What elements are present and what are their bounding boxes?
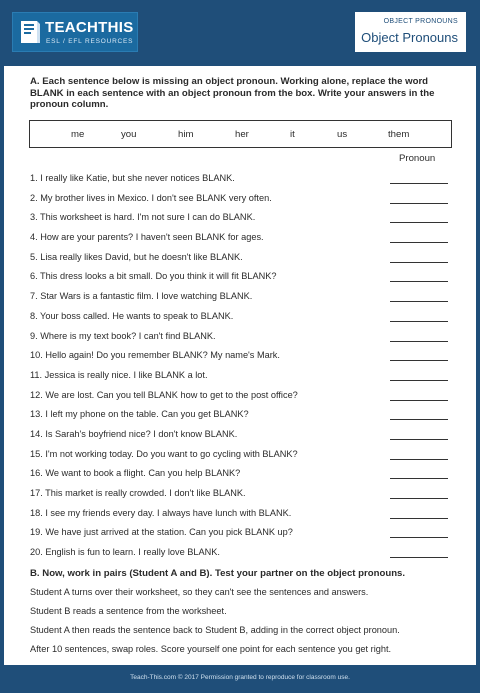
instructions-b: B. Now, work in pairs (Student A and B). Test your partner on the object pronouns.	[30, 568, 406, 579]
answer-blank[interactable]	[390, 498, 448, 499]
answer-blank[interactable]	[390, 360, 448, 361]
answer-blank[interactable]	[390, 400, 448, 401]
brand-name: TEACHTHIS	[45, 19, 134, 36]
sentence-row	[30, 370, 450, 384]
sentence-text: 13. I left my phone on the table. Can you get BLANK?	[30, 409, 249, 419]
footer	[0, 665, 480, 693]
sentence-text: 8. Your boss called. He wants to speak to BLANK.	[30, 311, 234, 321]
sentence-text: 7. Star Wars is a fantastic film. I love watching BLANK.	[30, 291, 253, 301]
sentence-text: 4. How are your parents? I haven't seen BLANK for ages.	[30, 232, 264, 242]
answer-blank[interactable]	[390, 222, 448, 223]
sentence-text: 1. I really like Katie, but she never notices BLANK.	[30, 173, 235, 183]
sentence-text: 11. Jessica is really nice. I like BLANK a lot.	[30, 370, 208, 380]
answer-blank[interactable]	[390, 183, 448, 184]
brand-subtitle: ESL / EFL RESOURCES	[46, 38, 134, 45]
answer-blank[interactable]	[390, 419, 448, 420]
sentence-row	[30, 390, 450, 404]
sentence-row	[30, 488, 450, 502]
sentence-row	[30, 429, 450, 443]
sentence-row	[30, 547, 450, 561]
sentence-row	[30, 527, 450, 541]
sentence-text: 20. English is fun to learn. I really love BLANK.	[30, 547, 220, 557]
pronoun-word: them	[388, 129, 410, 140]
sentence-text: 9. Where is my text book? I can't find BLANK.	[30, 331, 216, 341]
left-border	[0, 66, 4, 665]
answer-blank[interactable]	[390, 439, 448, 440]
sentence-row	[30, 291, 450, 305]
sentence-text: 12. We are lost. Can you tell BLANK how to get to the post office?	[30, 390, 298, 400]
instruction-paragraph: Student B reads a sentence from the worksheet.	[30, 606, 227, 616]
sentence-text: 17. This market is really crowded. I don't like BLANK.	[30, 488, 246, 498]
sentence-row	[30, 193, 450, 207]
instructions-a: A. Each sentence below is missing an object pronoun. Working alone, replace the word BLANK in each sentence with an object pronoun from the box. Write your answers in the pronoun column.	[30, 76, 435, 110]
sentence-row	[30, 271, 450, 285]
answer-blank[interactable]	[390, 557, 448, 558]
sentence-row	[30, 350, 450, 364]
instruction-paragraph: Student A turns over their worksheet, so they can't see the sentences and answers.	[30, 587, 369, 597]
answer-blank[interactable]	[390, 262, 448, 263]
answer-blank[interactable]	[390, 203, 448, 204]
pronoun-word: him	[178, 129, 194, 140]
sentence-text: 2. My brother lives in Mexico. I don't see BLANK very often.	[30, 193, 272, 203]
sentence-row	[30, 212, 450, 226]
sentence-text: 5. Lisa really likes David, but he doesn't like BLANK.	[30, 252, 243, 262]
sentence-row	[30, 232, 450, 246]
sentence-row	[30, 449, 450, 463]
answer-blank[interactable]	[390, 537, 448, 538]
instruction-paragraph: Student A then reads the sentence back to Student B, adding in the correct object pronoun.	[30, 625, 400, 635]
logo	[12, 12, 138, 52]
sentence-text: 18. I see my friends every day. I always have lunch with BLANK.	[30, 508, 292, 518]
pronoun-box	[29, 120, 452, 148]
answer-blank[interactable]	[390, 459, 448, 460]
title-box	[355, 12, 466, 52]
sentence-text: 3. This worksheet is hard. I'm not sure I can do BLANK.	[30, 212, 256, 222]
sentence-row	[30, 508, 450, 522]
sentence-row	[30, 468, 450, 482]
book-icon	[19, 19, 41, 45]
pronoun-word: you	[121, 129, 137, 140]
sentence-text: 15. I'm not working today. Do you want to go cycling with BLANK?	[30, 449, 298, 459]
instruction-paragraph: After 10 sentences, swap roles. Score yourself one point for each sentence you get right.	[30, 644, 392, 654]
answer-blank[interactable]	[390, 242, 448, 243]
sentence-text: 19. We have just arrived at the station. Can you pick BLANK up?	[30, 527, 293, 537]
pronoun-word: it	[290, 129, 295, 140]
footer-copyright: Teach-This.com © 2017 Permission granted to reproduce for classroom use.	[130, 674, 350, 681]
sentence-text: 10. Hello again! Do you remember BLANK? My name's Mark.	[30, 350, 280, 360]
header	[0, 0, 480, 66]
sentence-row	[30, 331, 450, 345]
pronoun-word: me	[71, 129, 85, 140]
answer-blank[interactable]	[390, 321, 448, 322]
sentence-row	[30, 173, 450, 187]
answer-blank[interactable]	[390, 281, 448, 282]
answer-blank[interactable]	[390, 380, 448, 381]
sentence-text: 16. We want to book a flight. Can you help BLANK?	[30, 468, 241, 478]
worksheet-category: OBJECT PRONOUNS	[383, 18, 458, 25]
answer-blank[interactable]	[390, 518, 448, 519]
answer-blank[interactable]	[390, 301, 448, 302]
sentence-row	[30, 311, 450, 325]
pronoun-column-header: Pronoun	[399, 153, 436, 164]
answer-blank[interactable]	[390, 478, 448, 479]
sentence-text: 14. Is Sarah's boyfriend nice? I don't know BLANK.	[30, 429, 238, 439]
answer-blank[interactable]	[390, 341, 448, 342]
pronoun-word: us	[337, 129, 348, 140]
sentence-row	[30, 252, 450, 266]
right-border	[476, 66, 480, 665]
pronoun-word: her	[235, 129, 249, 140]
worksheet-title: Object Pronouns	[361, 30, 458, 45]
sentence-row	[30, 409, 450, 423]
sentence-text: 6. This dress looks a bit small. Do you think it will fit BLANK?	[30, 271, 277, 281]
